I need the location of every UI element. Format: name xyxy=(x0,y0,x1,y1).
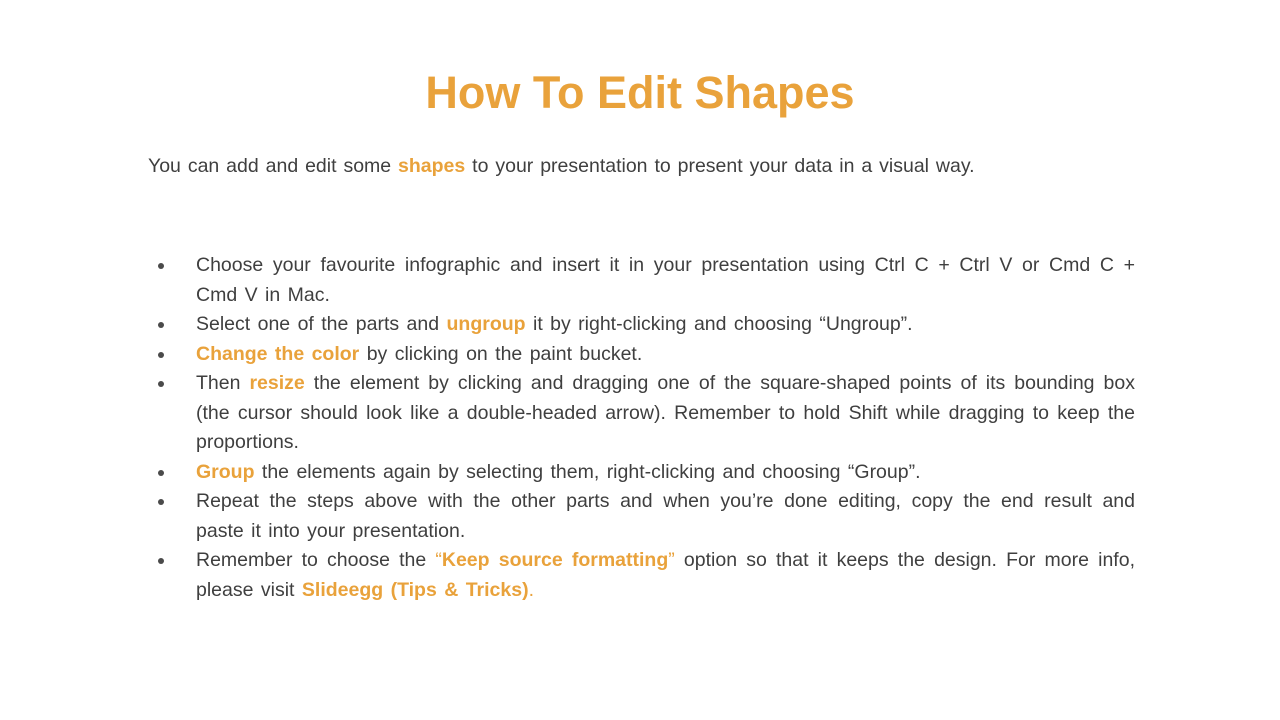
text-run: ungroup xyxy=(446,313,526,336)
slide xyxy=(0,66,1280,720)
list-item xyxy=(148,369,1135,458)
text-run: option so that it keeps the design. For more info, please visit xyxy=(196,549,1135,601)
text-run: “ xyxy=(435,549,442,572)
instructions-list xyxy=(148,251,1135,605)
list-item xyxy=(148,310,1135,340)
text-run: Then xyxy=(196,372,250,395)
list-item xyxy=(148,251,1135,310)
text-run: resize xyxy=(249,372,305,395)
list-item xyxy=(148,487,1135,546)
text-run: You can add and edit some xyxy=(148,155,399,177)
text-run: Remember to choose the xyxy=(196,549,436,572)
slide-title: How To Edit Shapes xyxy=(425,67,855,118)
text-run: shapes xyxy=(398,155,466,177)
list-item xyxy=(148,458,1135,488)
text-run: ” xyxy=(668,549,675,572)
text-run: by clicking on the paint bucket. xyxy=(359,342,643,365)
text-run: Repeat the steps above with the other parts and when you’re done editing, copy the end result and paste it into your presentation. xyxy=(196,490,1135,542)
text-run: Keep source formatting xyxy=(441,549,669,572)
text-run: Slideegg (Tips & Tricks) xyxy=(301,578,529,601)
intro-text xyxy=(148,152,1165,181)
text-run: Select one of the parts and xyxy=(196,313,447,336)
text-run: . xyxy=(528,578,535,601)
text-run: Group xyxy=(196,460,255,483)
text-run: Change the color xyxy=(196,342,360,365)
text-run: the element by clicking and dragging one of the square-shaped points of its bounding box (the cursor should look like a double-headed arrow). Remember to hold Shift while dragging to keep the proportions. xyxy=(196,372,1135,454)
text-run: the elements again by selecting them, right-clicking and choosing “Group”. xyxy=(254,460,921,483)
text-run: it by right-clicking and choosing “Ungroup”. xyxy=(525,313,913,336)
list-item xyxy=(148,546,1135,605)
text-run: to your presentation to present your data in a visual way. xyxy=(465,155,975,177)
text-run: Choose your favourite infographic and insert it in your presentation using Ctrl C + Ctrl V or Cmd C + Cmd V in Mac. xyxy=(196,254,1135,306)
list-item xyxy=(148,340,1135,370)
